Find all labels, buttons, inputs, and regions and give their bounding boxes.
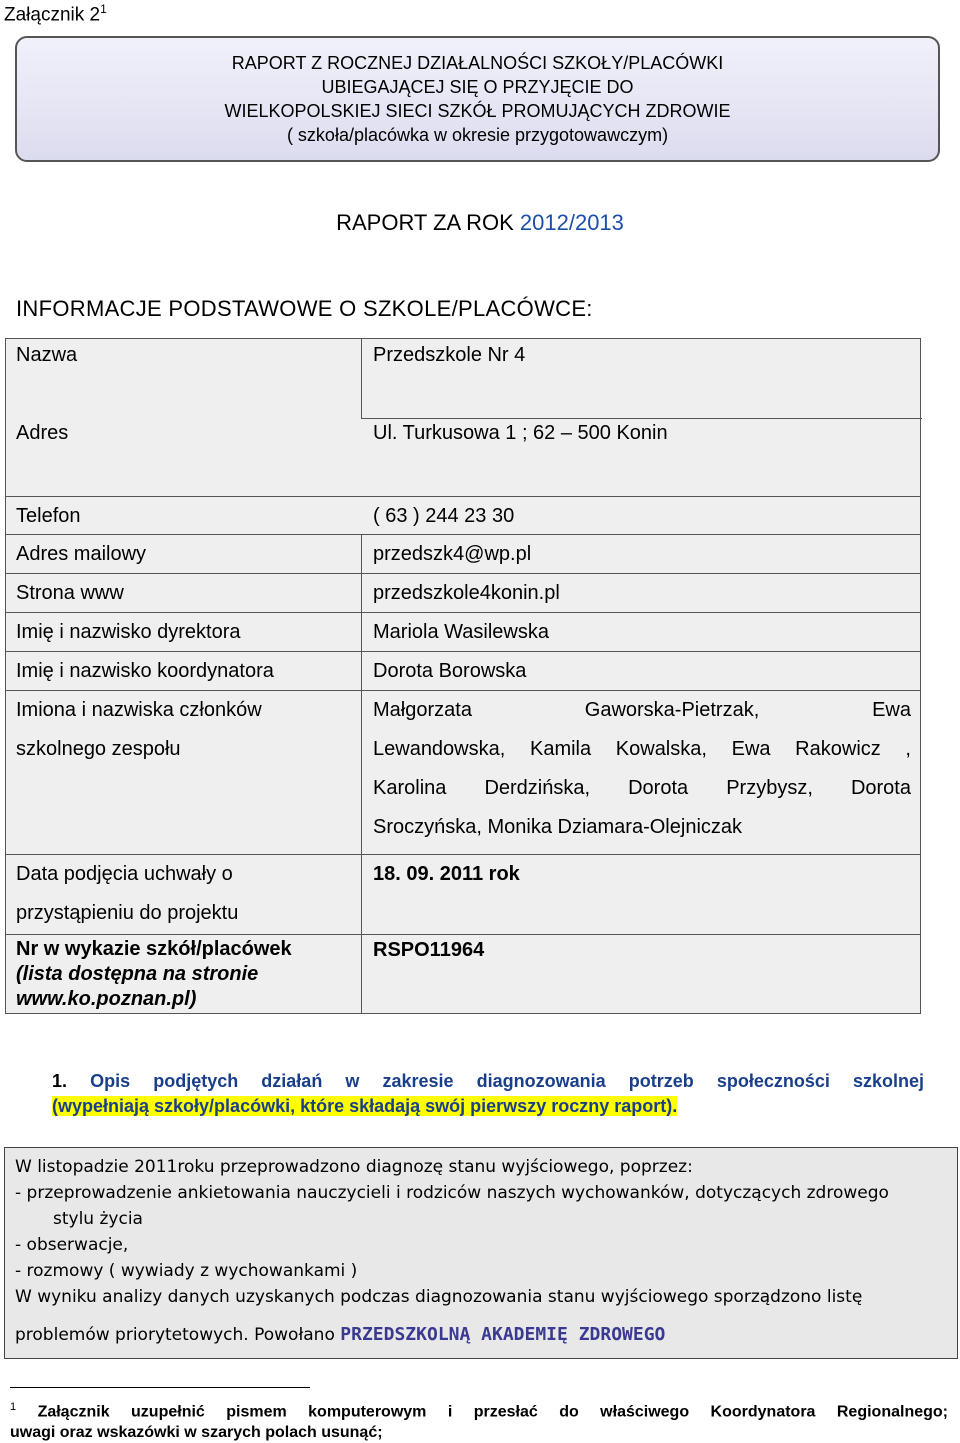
coordinator-value: Dorota Borowska — [373, 660, 527, 682]
section-1-note-highlighted: (wypełniają szkoły/placówki, które składają swój pierwszy roczny raport). — [52, 1096, 678, 1116]
footnote-line-1 — [10, 1397, 948, 1422]
register-label-line-2: (lista dostępna na stronie — [16, 963, 259, 985]
info-heading: INFORMACJE PODSTAWOWE O SZKOLE/PLACÓWCE: — [16, 296, 593, 321]
team-members-line-2: Lewandowska, Kamila Kowalska, Ewa Rakowicz , — [373, 738, 911, 760]
annex-footnote-ref: 1 — [100, 2, 107, 16]
footnote-separator — [10, 1387, 310, 1388]
info-row-email — [5, 534, 921, 575]
address-label: Adres — [16, 422, 69, 444]
notes-line-7 — [15, 1322, 947, 1348]
report-year-value: 2012/2013 — [519, 210, 624, 235]
info-block-name-address — [5, 338, 921, 498]
coordinator-label: Imię i nazwisko koordynatora — [16, 660, 274, 682]
team-members — [373, 691, 911, 847]
info-row-www — [5, 573, 921, 614]
annex-label — [4, 2, 107, 26]
resolution-label — [16, 855, 356, 933]
section-1-title: Opis podjętych działań w zakresie diagnozowania potrzeb społeczności szkolnej — [90, 1071, 924, 1091]
report-title-box — [15, 36, 940, 162]
info-row-phone — [5, 496, 921, 536]
footnote-text-1: Załącznik uzupełnić pismem komputerowym i przesłać do właściwego Koordynatora Regionalnego; — [37, 1403, 948, 1421]
notes-line-1: W listopadzie 2011roku przeprowadzono diagnozę stanu wyjściowego, poprzez: — [15, 1157, 693, 1177]
section-1-heading — [52, 1069, 924, 1119]
team-members-line-1: Małgorzata Gaworska-Pietrzak, Ewa — [373, 699, 911, 721]
report-year-heading — [0, 210, 960, 236]
report-year-prefix: RAPORT ZA ROK — [336, 210, 514, 235]
register-label-line-1: Nr w wykazie szkół/placówek — [16, 938, 292, 960]
info-row-resolution — [5, 854, 921, 936]
name-value: Przedszkole Nr 4 — [373, 344, 526, 366]
title-line-4: ( szkoła/placówka w okresie przygotowawczym) — [286, 125, 669, 145]
info-row-register — [5, 934, 921, 1014]
email-value: przedszk4@wp.pl — [373, 543, 532, 565]
notes-line-2: - przeprowadzenie ankietowania nauczycieli i rodziców naszych wychowanków, dotyczących zdrowego — [15, 1183, 889, 1203]
resolution-label-line-1: Data podjęcia uchwały o — [16, 863, 233, 885]
footnote-ref: 1 — [10, 1401, 17, 1413]
notes-line-4: - obserwacje, — [15, 1235, 129, 1255]
diagnosis-description-box — [4, 1147, 958, 1359]
team-members-line-3: Karolina Derdzińska, Dorota Przybysz, Dorota — [373, 777, 911, 799]
phone-value: ( 63 ) 244 23 30 — [373, 505, 515, 527]
footnote-line-2: uwagi oraz wskazówki w szarych polach usunąć; — [10, 1424, 383, 1442]
register-value: RSPO11964 — [373, 939, 485, 961]
title-line-1: RAPORT Z ROCZNEJ DZIAŁALNOŚCI SZKOŁY/PLACÓWKI — [231, 53, 724, 73]
info-row-coordinator — [5, 651, 921, 692]
team-members-line-4: Sroczyńska, Monika Dziamara-Olejniczak — [373, 816, 743, 838]
register-label — [16, 935, 356, 1012]
team-label-line-2: szkolnego zespołu — [16, 738, 181, 760]
section-1-number: 1. — [52, 1071, 68, 1091]
info-row-director — [5, 612, 921, 653]
section-1-line-2 — [52, 1094, 924, 1119]
title-line-2: UBIEGAJĄCEJ SIĘ O PRZYJĘCIE DO — [321, 77, 634, 97]
footnote — [10, 1397, 948, 1443]
notes-line-7-text: problemów priorytetowych. Powołano — [15, 1325, 335, 1345]
title-line-3: WIELKOPOLSKIEJ SIECI SZKÓŁ PROMUJĄCYCH ZDROWIE — [224, 101, 731, 121]
info-row-team — [5, 690, 921, 856]
register-label-line-3: www.ko.poznan.pl) — [16, 988, 197, 1010]
www-value: przedszkole4konin.pl — [373, 582, 560, 604]
section-1-line-1 — [52, 1069, 924, 1094]
notes-line-6: W wyniku analizy danych uzyskanych podczas diagnozowania stanu wyjściowego sporządzono listę — [15, 1287, 863, 1307]
phone-label: Telefon — [16, 505, 81, 527]
name-label: Nazwa — [16, 344, 78, 366]
director-value: Mariola Wasilewska — [373, 621, 549, 643]
email-label: Adres mailowy — [16, 543, 147, 565]
team-label-line-1: Imiona i nazwiska członków — [16, 699, 262, 721]
address-value: Ul. Turkusowa 1 ; 62 – 500 Konin — [373, 422, 668, 444]
academy-name: PRZEDSZKOLNĄ AKADEMIĘ ZDROWEGO — [340, 1324, 666, 1345]
director-label: Imię i nazwisko dyrektora — [16, 621, 241, 643]
notes-line-3: stylu życia — [53, 1209, 143, 1229]
annex-label-text: Załącznik 2 — [4, 4, 101, 26]
www-label: Strona www — [16, 582, 124, 604]
notes-line-5: - rozmowy ( wywiady z wychowankami ) — [15, 1261, 358, 1281]
resolution-value: 18. 09. 2011 rok — [373, 863, 520, 885]
team-label — [16, 691, 356, 769]
resolution-label-line-2: przystąpieniu do projektu — [16, 902, 239, 924]
